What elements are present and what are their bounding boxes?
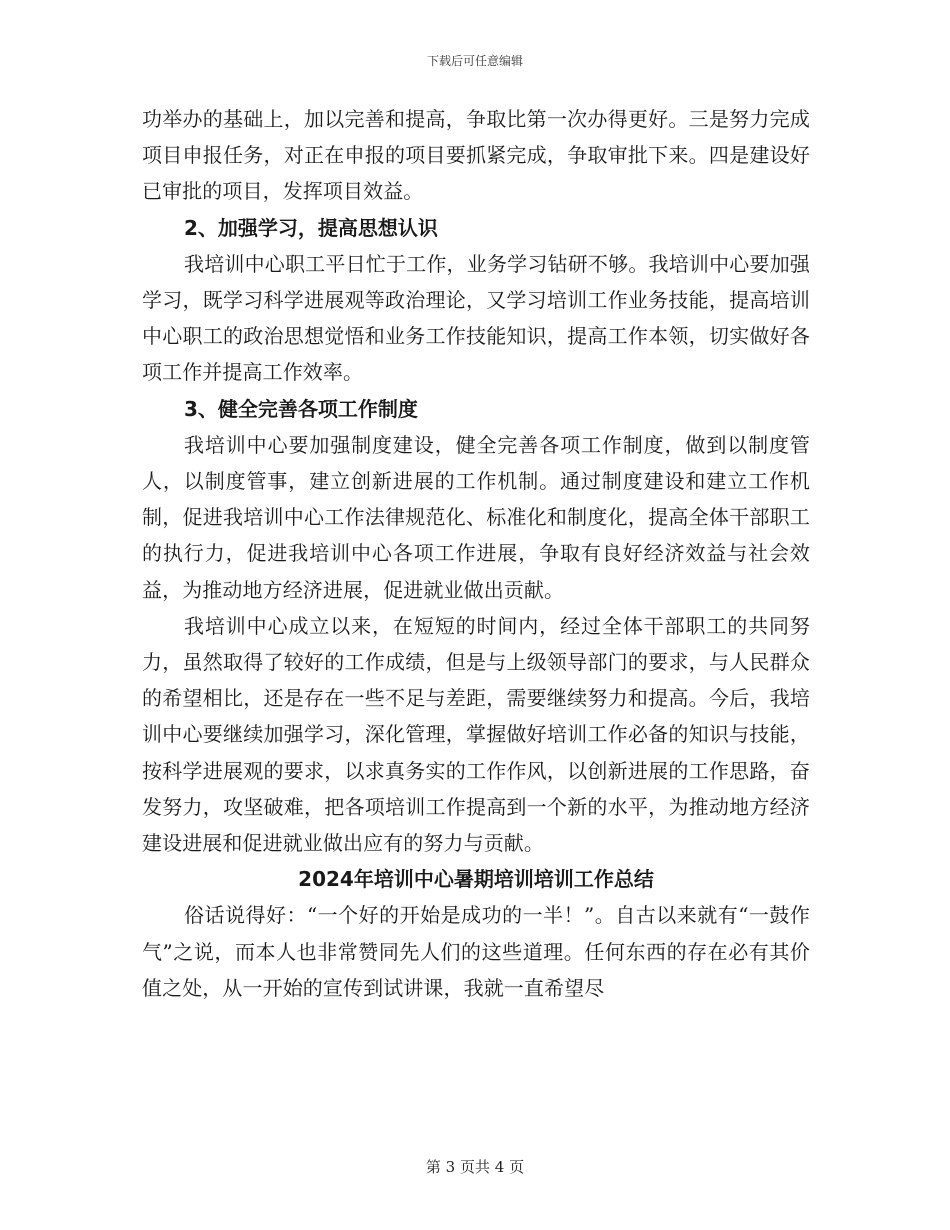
paragraph-intro: 俗话说得好：“一个好的开始是成功的一半！”。自古以来就有“一鼓作气”之说，而本人也非常赞同先人们的这些道理。任何东西的存在必有其价值之处，从一开始的宣传到试讲课，我就一直希望尽 (142, 903, 810, 1000)
page-footer: 第 3 页共 4 页 (425, 1158, 525, 1176)
paragraph-summary: 我培训中心成立以来，在短短的时间内，经过全体干部职工的共同努力，虽然取得了较好的工作成绩，但是与上级领导部门的要求，与人民群众的希望相比，还是存在一些不足与差距，需要继续努力和提高。今后，我培训中心要继续加强学习，深化管理，掌握做好培训工作必备的知识与技能，按科学进展观的要求，以求真务实的工作作风，以创新进展的工作思路，奋发努力，攻坚破难，把各项培训工作提高到一个新的水平，为推动地方经济建设进展和促进就业做出应有的努力与贡献。 (142, 613, 810, 856)
subheading-system: 3、健全完善各项工作制度 (184, 396, 418, 421)
page-header: 下载后可任意编辑 (426, 54, 523, 68)
subheading-study: 2、加强学习，提高思想认识 (184, 215, 438, 240)
document-body (142, 101, 810, 1006)
paragraph-continuation: 功举办的基础上，加以完善和提高，争取比第一次办得更好。三是努力完成项目申报任务，对正在申报的项目要抓紧完成，争取审批下来。四是建设好已审批的项目，发挥项目效益。 (142, 107, 810, 204)
paragraph-system: 我培训中心要加强制度建设，健全完善各项工作制度，做到以制度管人，以制度管事，建立创新进展的工作机制。通过制度建设和建立工作机制，促进我培训中心工作法律规范化、标准化和制度化，提高全体干部职工的执行力，促进我培训中心各项工作进展，争取有良好经济效益与社会效益，为推动地方经济进展，促进就业做出贡献。 (142, 432, 810, 602)
section-title: 2024年培训中心暑期培训培训工作总结 (298, 867, 654, 892)
paragraph-study: 我培训中心职工平日忙于工作，业务学习钻研不够。我培训中心要加强学习，既学习科学进展观等政治理论，又学习培训工作业务技能，提高培训中心职工的政治思想觉悟和业务工作技能知识，提高工作本领，切实做好各项工作并提高工作效率。 (142, 251, 810, 385)
